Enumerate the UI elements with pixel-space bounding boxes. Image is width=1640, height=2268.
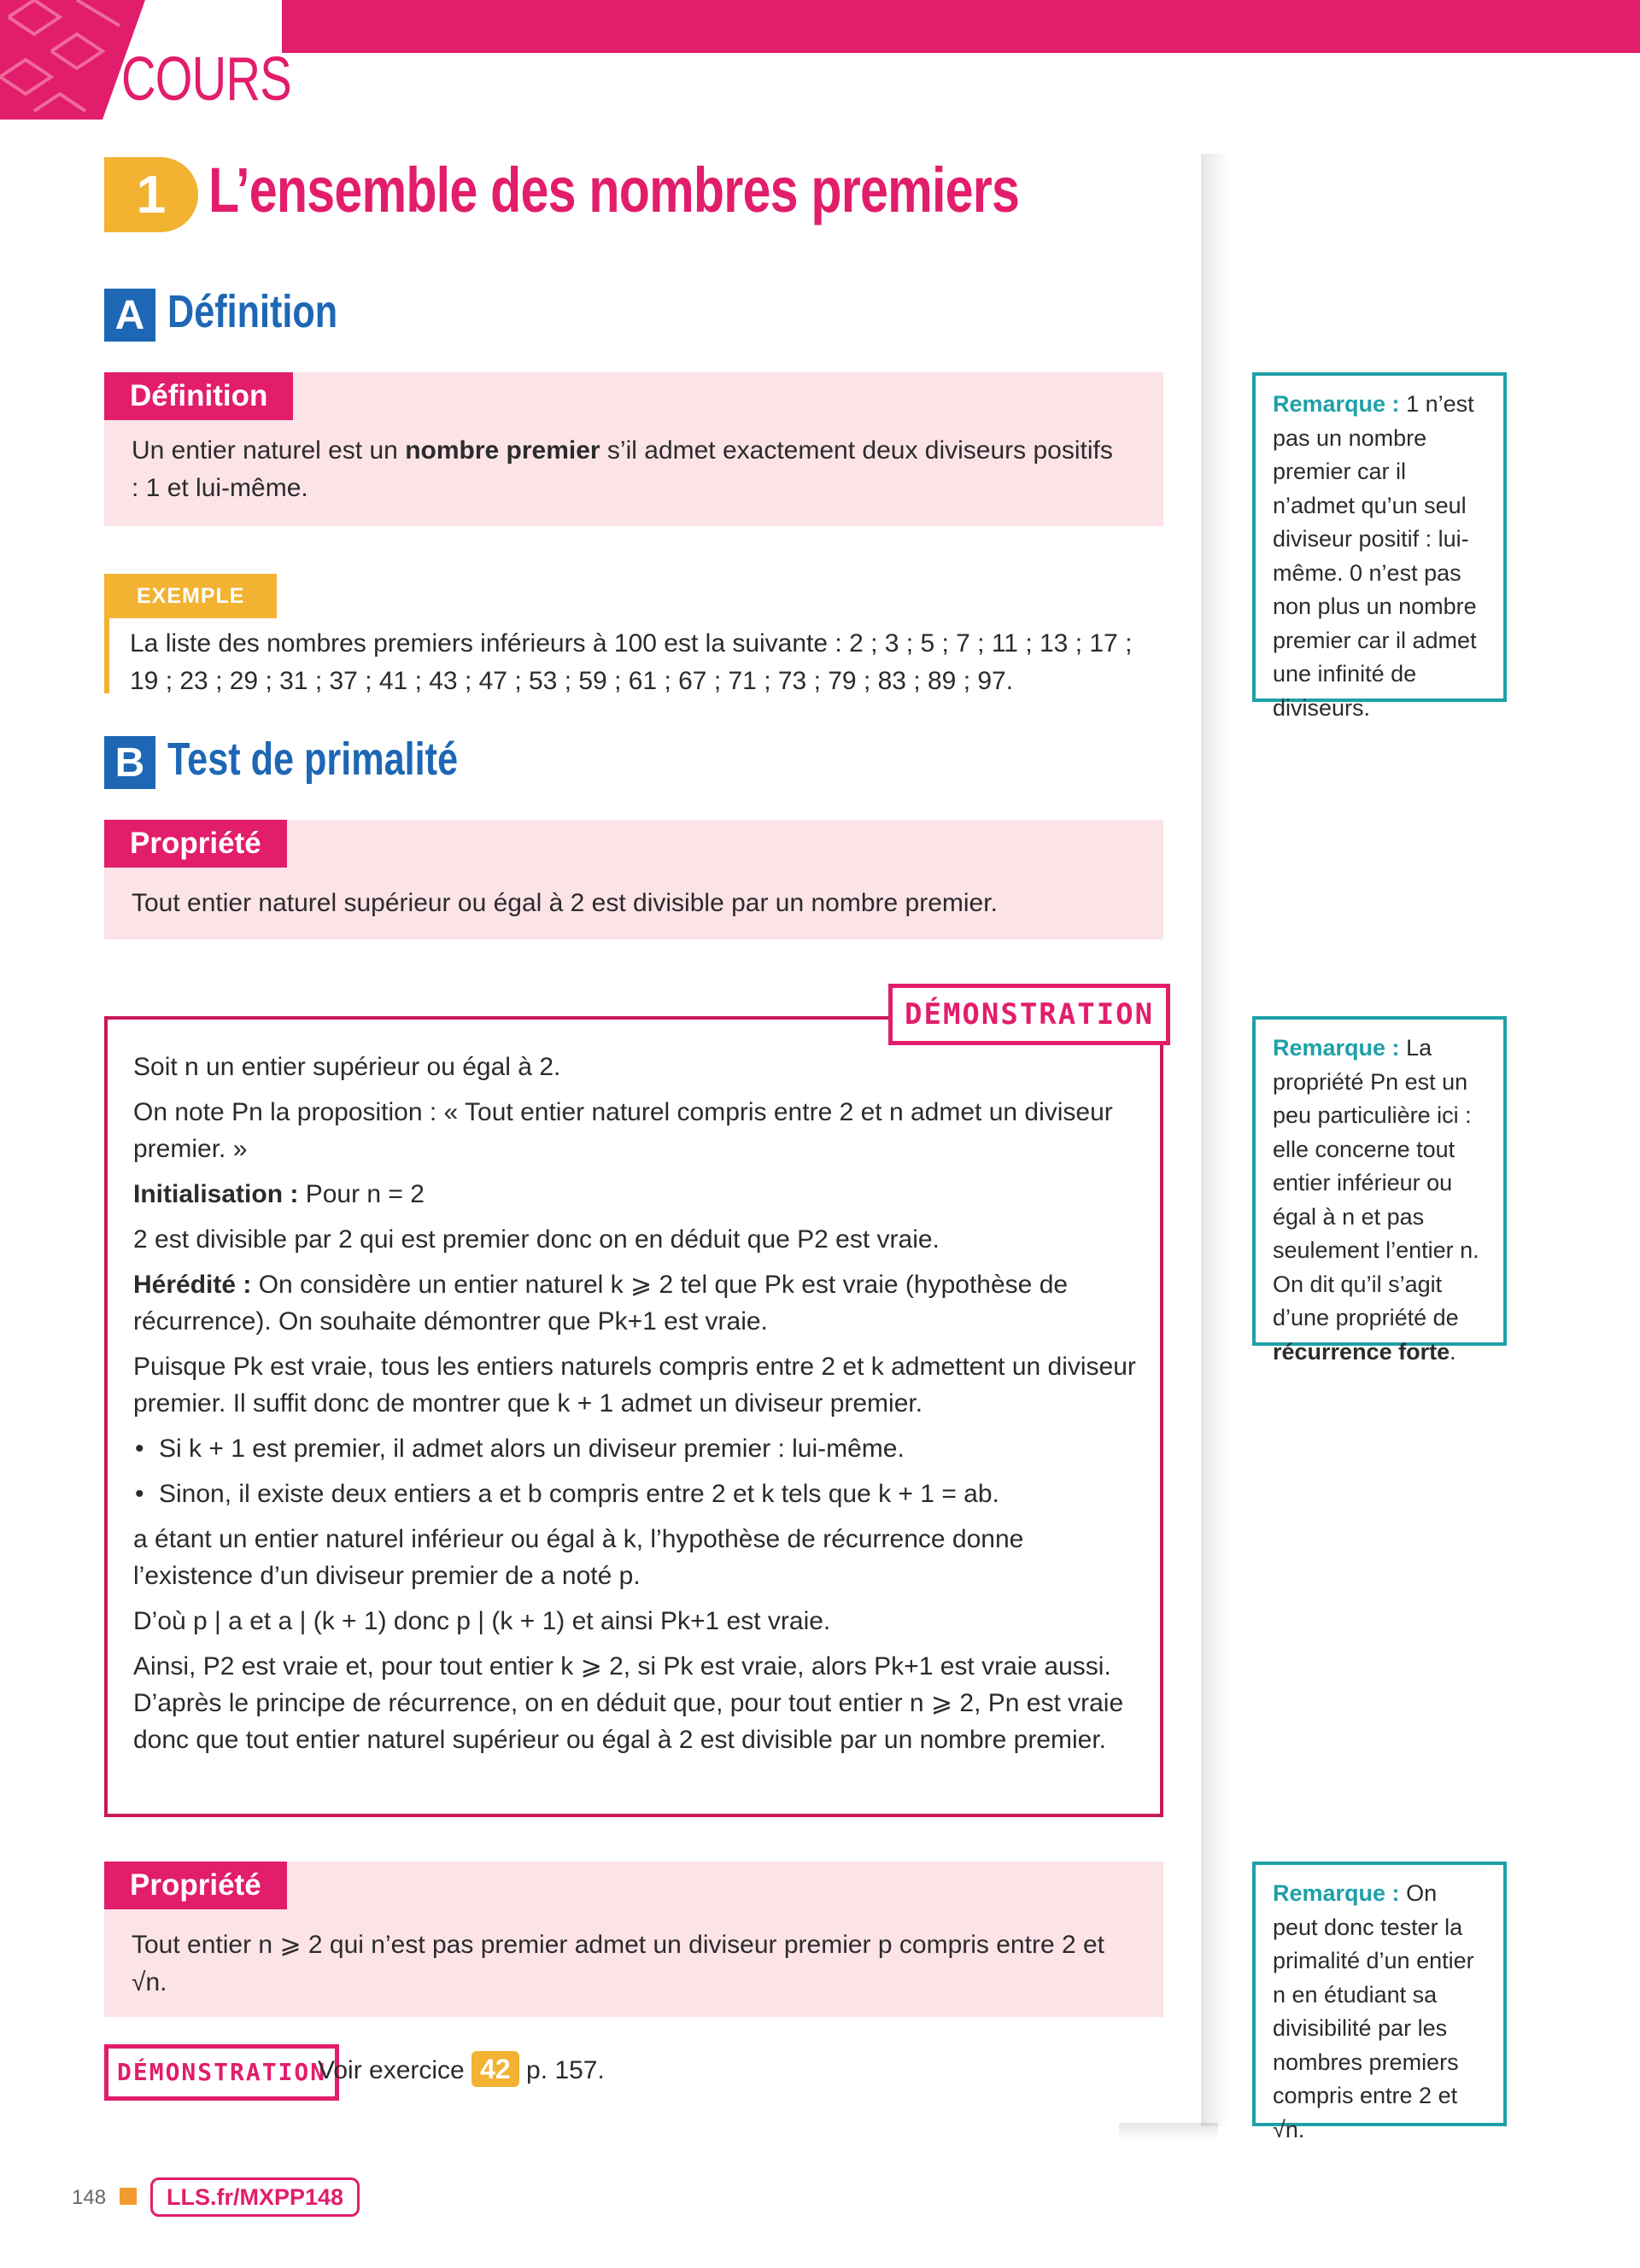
part-b-title: Test de primalité: [167, 734, 459, 785]
page-shadow-bottom: [1119, 2123, 1218, 2140]
demo-ref-text: Voir exercice 42 p. 157.: [318, 2051, 605, 2090]
demo-line-1: Soit n un entier supérieur ou égal à 2.: [133, 1053, 561, 1081]
example-tag: EXEMPLE: [104, 574, 277, 618]
property2-tag: Propriété: [104, 1862, 287, 1909]
property2-box: [104, 1862, 1163, 2017]
footer-link[interactable]: LLS.fr/MXPP148: [150, 2177, 360, 2217]
property1-tag: Propriété: [104, 820, 287, 868]
section-label: COURS: [121, 45, 291, 114]
definition-text: Un entier naturel est un nombre premier s’il admet exactement deux diviseurs positifs : 1 et lui-même.: [132, 436, 1113, 502]
exercise-badge[interactable]: 42: [472, 2051, 519, 2087]
demo-line-6: Puisque Pk est vraie, tous les entiers naturels compris entre 2 et k admettent un diviseur premier. Il suffit donc de montrer que k + 1 admet un diviseur premier.: [133, 1353, 1136, 1418]
demo-line-9: a étant un entier naturel inférieur ou égal à k, l’hypothèse de récurrence donne l’existence d’un diviseur premier de a noté p.: [133, 1525, 1024, 1590]
page-number: 148: [72, 2186, 107, 2209]
part-b-letter: B: [104, 736, 155, 789]
demo-heredite: Hérédité : On considère un entier naturel k ⩾ 2 tel que Pk est vraie (hypothèse de récurrence). On souhaite démontrer que Pk+1 est vraie.: [133, 1271, 1069, 1336]
demo-ref-tag: DÉMONSTRATION: [104, 2044, 339, 2101]
demo-line-10: D’où p | a et a | (k + 1) donc p | (k + 1) et ainsi Pk+1 est vraie.: [133, 1607, 831, 1635]
demo-line-4: 2 est divisible par 2 qui est premier donc on en déduit que P2 est vraie.: [133, 1225, 940, 1254]
remark-box-2: Remarque : La propriété Pn est un peu particulière ici : elle concerne tout entier inférieur ou égal à n et pas seulement l’entier n. On dit qu’il s’agit d’une propriété de récurrence forte.: [1252, 1016, 1507, 1346]
remark-box-1: Remarque : 1 n’est pas un nombre premier car il n’admet qu’un seul diviseur positif : lui-même. 0 n’est pas non plus un nombre premier car il admet une infinité de diviseurs.: [1252, 372, 1507, 702]
definition-box: [104, 372, 1163, 526]
example-text: La liste des nombres premiers inférieurs à 100 est la suivante : 2 ; 3 ; 5 ; 7 ; 11 ; 13 ; 17 ; 19 ; 23 ; 29 ; 31 ; 37 ; 41 ; 43 ; 47 ; 53 ; 59 ; 61 ; 67 ; 71 ; 73 ; 79 ; 83 ; 89 ; 97.: [130, 629, 1133, 695]
demo-bullet-1: • Si k + 1 est premier, il admet alors un diviseur premier : lui-même.: [133, 1430, 1141, 1467]
property1-text: Tout entier naturel supérieur ou égal à 2 est divisible par un nombre premier.: [132, 889, 998, 917]
demonstration-tag: DÉMONSTRATION: [888, 984, 1170, 1045]
demo-conclusion: Ainsi, P2 est vraie et, pour tout entier k ⩾ 2, si Pk est vraie, alors Pk+1 est vraie aussi. D’après le principe de récurrence, on en déduit que, pour tout entier n ⩾ 2, Pn est vraie donc que tout entier naturel supérieur ou égal à 2 est divisible par un nombre premier.: [133, 1652, 1124, 1754]
top-banner: [282, 0, 1640, 53]
demo-bullet-2: • Sinon, il existe deux entiers a et b compris entre 2 et k tels que k + 1 = ab.: [133, 1476, 1141, 1512]
demonstration-text: [133, 1049, 1141, 1767]
definition-tag: Définition: [104, 372, 293, 420]
property1-box: [104, 820, 1163, 939]
part-a-title: Définition: [167, 286, 338, 337]
page-shadow: [1201, 154, 1228, 2126]
chapter-number: 1: [104, 157, 198, 232]
demo-initialisation: Initialisation : Pour n = 2: [133, 1180, 425, 1208]
part-a-letter: A: [104, 289, 155, 342]
remark-box-3: Remarque : On peut donc tester la primalité d’un entier n en étudiant sa divisibilité par les nombres premiers compris entre 2 et √n.: [1252, 1862, 1507, 2126]
property2-text: Tout entier n ⩾ 2 qui n’est pas premier admet un diviseur premier p compris entre 2 et √n.: [132, 1931, 1105, 1996]
chapter-title: L’ensemble des nombres premiers: [208, 155, 1020, 225]
demo-line-2: On note Pn la proposition : « Tout entier naturel compris entre 2 et n admet un diviseur premier. »: [133, 1098, 1113, 1163]
footer-square: [120, 2188, 137, 2205]
